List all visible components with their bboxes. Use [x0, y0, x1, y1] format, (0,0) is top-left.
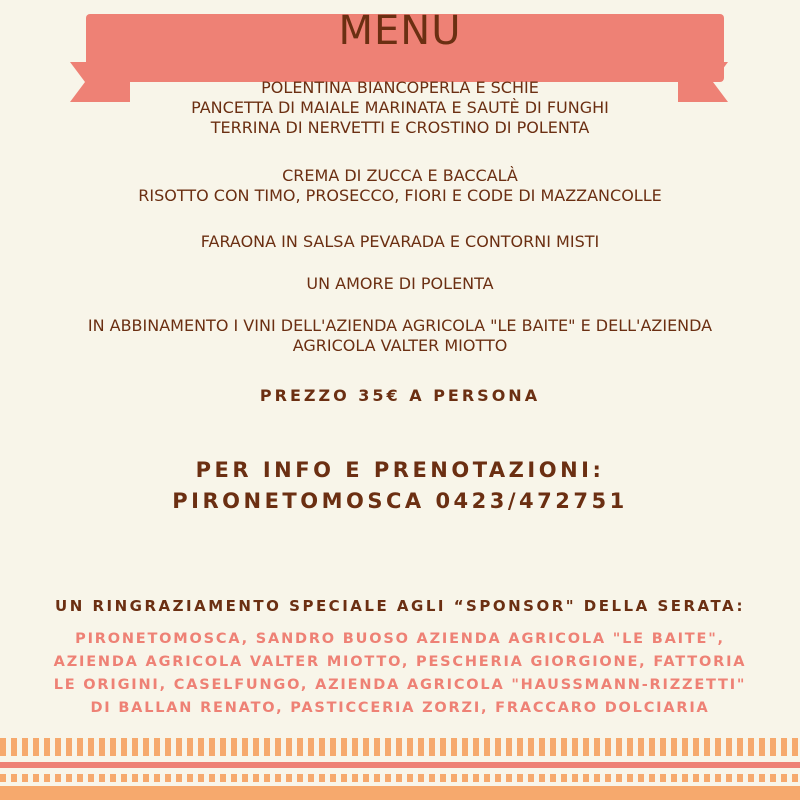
wines-line: IN ABBINAMENTO I VINI DELL'AZIENDA AGRICOLA "LE BAITE" E DELL'AZIENDA: [87, 316, 713, 335]
menu-item: PANCETTA DI MAIALE MARINATA E SAUTÈ DI FUNGHI: [191, 98, 609, 117]
decorative-stripe-pink: [0, 762, 800, 768]
menu-item: FARAONA IN SALSA PEVARADA E CONTORNI MISTI: [200, 232, 600, 251]
sponsor-thanks-heading: UN RINGRAZIAMENTO SPECIALE AGLI “SPONSOR" DELLA SERATA:: [55, 597, 745, 615]
decorative-stripe-dashed-small: [0, 774, 800, 782]
wines-line: AGRICOLA VALTER MIOTTO: [292, 336, 508, 355]
menu-item: UN AMORE DI POLENTA: [306, 274, 494, 293]
decorative-stripe-orange: [0, 786, 800, 800]
sponsor-line: LE ORIGINI, CASELFUNGO, AZIENDA AGRICOLA "HAUSSMANN-RIZZETTI": [53, 677, 747, 693]
menu-wines: [20, 316, 780, 356]
decorative-stripe-dashed: [0, 738, 800, 756]
menu-group-dessert: [20, 274, 780, 294]
sponsor-line: DI BALLAN RENATO, PASTICCERIA ZORZI, FRACCARO DOLCIARIA: [90, 700, 710, 716]
sponsor-line: PIRONETOMOSCA, SANDRO BUOSO AZIENDA AGRICOLA "LE BAITE",: [75, 631, 725, 647]
booking-info-heading: PER INFO E PRENOTAZIONI:: [195, 458, 605, 482]
menu-group-first-courses: [20, 166, 780, 206]
menu-group-appetizers: [20, 78, 780, 138]
menu-title: MENU: [338, 8, 462, 54]
sponsor-list: [20, 628, 780, 720]
booking-contact: PIRONETOMOSCA 0423/472751: [172, 489, 628, 513]
menu-item: POLENTINA BIANCOPERLA E SCHIE: [261, 78, 539, 97]
menu-item: TERRINA DI NERVETTI E CROSTINO DI POLENTA: [210, 118, 590, 137]
menu-group-main-course: [20, 232, 780, 252]
sponsor-line: AZIENDA AGRICOLA VALTER MIOTTO, PESCHERIA GIORGIONE, FATTORIA: [53, 654, 747, 670]
menu-item: CREMA DI ZUCCA E BACCALÀ: [282, 166, 518, 185]
menu-item: RISOTTO CON TIMO, PROSECCO, FIORI E CODE DI MAZZANCOLLE: [138, 186, 662, 205]
price-label: PREZZO 35€ A PERSONA: [259, 386, 541, 405]
